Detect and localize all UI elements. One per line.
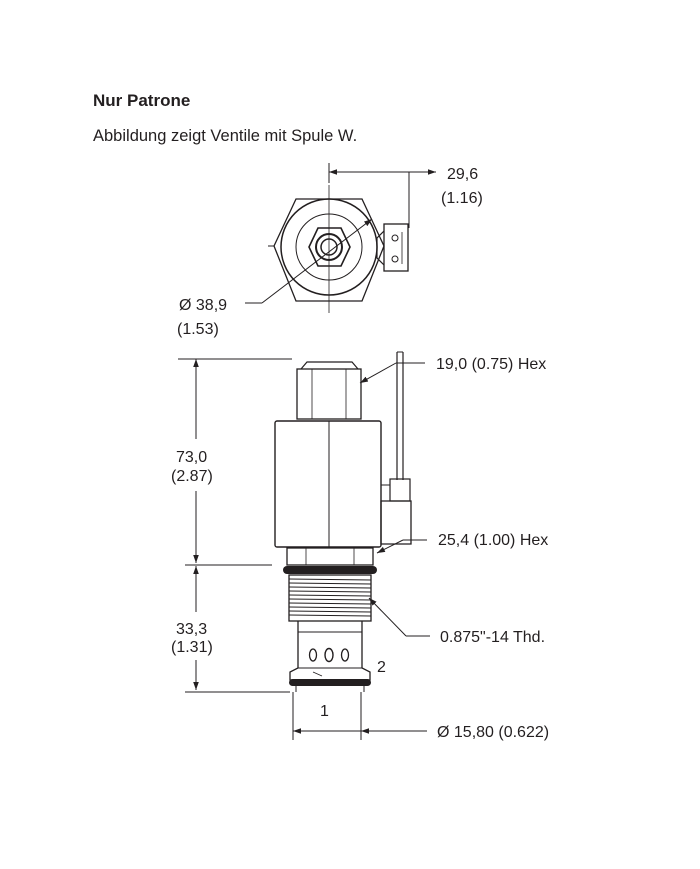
page-subtitle: Abbildung zeigt Ventile mit Spule W.: [93, 127, 358, 145]
height-in: (2.87): [171, 468, 213, 485]
top-view: [245, 163, 436, 313]
page-title: Nur Patrone: [93, 91, 191, 110]
port-2-label: 2: [377, 659, 386, 676]
top-width-mm: 29,6: [447, 166, 479, 183]
top-width-in: (1.16): [441, 190, 483, 207]
nut-hex-label: 19,0 (0.75) Hex: [436, 356, 547, 373]
height-mm: 73,0: [176, 449, 208, 466]
stem-dia-label: Ø 15,80 (0.622): [437, 724, 550, 741]
port-1-label: 1: [320, 703, 329, 720]
cartridge-mm: 33,3: [176, 621, 208, 638]
coil-dia-mm: Ø 38,9: [179, 297, 228, 314]
coil-dia-in: (1.53): [177, 321, 219, 338]
body-hex-label: 25,4 (1.00) Hex: [438, 532, 549, 549]
thread-label: 0.875"-14 Thd.: [440, 629, 546, 646]
cartridge-in: (1.31): [171, 639, 213, 656]
side-view: [178, 352, 430, 740]
